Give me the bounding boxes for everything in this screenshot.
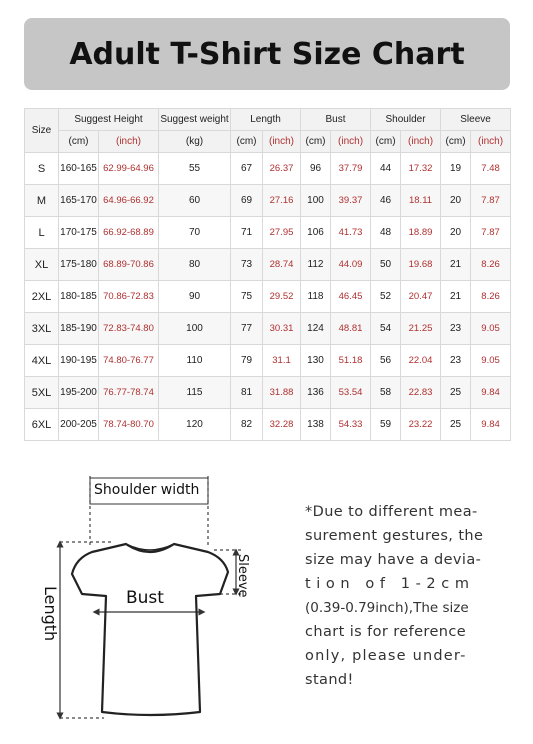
cell-sleeve-cm: 19 bbox=[441, 153, 471, 185]
cell-sleeve-cm: 23 bbox=[441, 345, 471, 377]
cell-sleeve-in: 7.48 bbox=[471, 153, 511, 185]
table-row bbox=[25, 249, 511, 281]
cell-height-cm: 160-165 bbox=[59, 153, 99, 185]
cell-weight: 100 bbox=[159, 313, 231, 345]
cell-height-cm: 170-175 bbox=[59, 217, 99, 249]
cell-size: S bbox=[25, 153, 59, 185]
cell-bust-cm: 124 bbox=[301, 313, 331, 345]
cell-length-in: 29.52 bbox=[263, 281, 301, 313]
cell-sleeve-in: 7.87 bbox=[471, 217, 511, 249]
header-length: Length bbox=[231, 109, 301, 131]
cell-shoulder-cm: 50 bbox=[371, 249, 401, 281]
note-line: tion of 1-2cm bbox=[305, 576, 475, 592]
cell-height-cm: 185-190 bbox=[59, 313, 99, 345]
cell-bust-in: 44.09 bbox=[331, 249, 371, 281]
cell-bust-in: 54.33 bbox=[331, 409, 371, 441]
cell-shoulder-cm: 59 bbox=[371, 409, 401, 441]
cell-length-in: 31.1 bbox=[263, 345, 301, 377]
cell-size: 2XL bbox=[25, 281, 59, 313]
note-line: size may have a devia- bbox=[305, 552, 482, 568]
cell-length-in: 30.31 bbox=[263, 313, 301, 345]
cell-weight: 120 bbox=[159, 409, 231, 441]
unit-cm: (cm) bbox=[441, 131, 471, 153]
cell-height-in: 76.77-78.74 bbox=[99, 377, 159, 409]
table-row bbox=[25, 409, 511, 441]
unit-inch: (inch) bbox=[401, 131, 441, 153]
tshirt-diagram bbox=[24, 462, 294, 732]
header-height: Suggest Height bbox=[59, 109, 159, 131]
cell-sleeve-in: 9.84 bbox=[471, 377, 511, 409]
note-line: only, please under- bbox=[305, 648, 467, 664]
cell-sleeve-in: 9.05 bbox=[471, 345, 511, 377]
cell-size: L bbox=[25, 217, 59, 249]
cell-sleeve-cm: 23 bbox=[441, 313, 471, 345]
cell-length-cm: 75 bbox=[231, 281, 263, 313]
unit-cm: (cm) bbox=[371, 131, 401, 153]
cell-shoulder-cm: 48 bbox=[371, 217, 401, 249]
cell-sleeve-in: 7.87 bbox=[471, 185, 511, 217]
sleeve-label: Sleeve bbox=[235, 554, 250, 598]
cell-length-cm: 71 bbox=[231, 217, 263, 249]
size-table bbox=[24, 108, 511, 441]
cell-length-in: 32.28 bbox=[263, 409, 301, 441]
cell-shoulder-in: 17.32 bbox=[401, 153, 441, 185]
unit-cm: (cm) bbox=[301, 131, 331, 153]
cell-height-in: 62.99-64.96 bbox=[99, 153, 159, 185]
table-row bbox=[25, 185, 511, 217]
cell-weight: 70 bbox=[159, 217, 231, 249]
units-row bbox=[25, 131, 511, 153]
note-line: *Due to different mea- bbox=[305, 504, 478, 520]
header-row bbox=[25, 109, 511, 131]
cell-length-in: 31.88 bbox=[263, 377, 301, 409]
cell-bust-cm: 130 bbox=[301, 345, 331, 377]
cell-sleeve-cm: 20 bbox=[441, 217, 471, 249]
cell-bust-cm: 136 bbox=[301, 377, 331, 409]
cell-height-cm: 200-205 bbox=[59, 409, 99, 441]
cell-bust-in: 48.81 bbox=[331, 313, 371, 345]
unit-kg: (kg) bbox=[159, 131, 231, 153]
cell-sleeve-cm: 25 bbox=[441, 377, 471, 409]
cell-sleeve-in: 8.26 bbox=[471, 281, 511, 313]
cell-shoulder-in: 22.83 bbox=[401, 377, 441, 409]
cell-height-cm: 180-185 bbox=[59, 281, 99, 313]
cell-shoulder-in: 18.11 bbox=[401, 185, 441, 217]
table-row bbox=[25, 153, 511, 185]
cell-bust-in: 37.79 bbox=[331, 153, 371, 185]
cell-shoulder-in: 21.25 bbox=[401, 313, 441, 345]
title-banner bbox=[24, 18, 510, 90]
cell-height-cm: 175-180 bbox=[59, 249, 99, 281]
size-rows bbox=[25, 153, 511, 441]
cell-height-in: 70.86-72.83 bbox=[99, 281, 159, 313]
cell-sleeve-cm: 21 bbox=[441, 249, 471, 281]
cell-shoulder-cm: 44 bbox=[371, 153, 401, 185]
cell-height-in: 64.96-66.92 bbox=[99, 185, 159, 217]
cell-height-cm: 195-200 bbox=[59, 377, 99, 409]
cell-length-cm: 69 bbox=[231, 185, 263, 217]
header-weight: Suggest weight bbox=[159, 109, 231, 131]
cell-bust-cm: 100 bbox=[301, 185, 331, 217]
cell-height-in: 72.83-74.80 bbox=[99, 313, 159, 345]
cell-shoulder-in: 19.68 bbox=[401, 249, 441, 281]
cell-length-cm: 82 bbox=[231, 409, 263, 441]
page-title: Adult T-Shirt Size Chart bbox=[69, 36, 465, 72]
cell-size: 4XL bbox=[25, 345, 59, 377]
header-size: Size bbox=[25, 109, 59, 153]
cell-size: XL bbox=[25, 249, 59, 281]
cell-height-in: 78.74-80.70 bbox=[99, 409, 159, 441]
unit-inch: (inch) bbox=[331, 131, 371, 153]
bust-label: Bust bbox=[126, 588, 164, 608]
cell-sleeve-cm: 25 bbox=[441, 409, 471, 441]
cell-bust-in: 39.37 bbox=[331, 185, 371, 217]
cell-shoulder-in: 23.22 bbox=[401, 409, 441, 441]
cell-weight: 90 bbox=[159, 281, 231, 313]
cell-size: 3XL bbox=[25, 313, 59, 345]
measurement-note bbox=[305, 500, 505, 692]
unit-inch: (inch) bbox=[99, 131, 159, 153]
cell-bust-cm: 118 bbox=[301, 281, 331, 313]
cell-bust-in: 41.73 bbox=[331, 217, 371, 249]
cell-height-cm: 190-195 bbox=[59, 345, 99, 377]
cell-bust-in: 53.54 bbox=[331, 377, 371, 409]
cell-length-in: 27.16 bbox=[263, 185, 301, 217]
cell-sleeve-in: 8.26 bbox=[471, 249, 511, 281]
cell-size: 5XL bbox=[25, 377, 59, 409]
cell-bust-cm: 138 bbox=[301, 409, 331, 441]
cell-sleeve-cm: 20 bbox=[441, 185, 471, 217]
cell-bust-cm: 96 bbox=[301, 153, 331, 185]
unit-cm: (cm) bbox=[231, 131, 263, 153]
cell-height-in: 68.89-70.86 bbox=[99, 249, 159, 281]
cell-length-in: 28.74 bbox=[263, 249, 301, 281]
cell-weight: 115 bbox=[159, 377, 231, 409]
table-row bbox=[25, 377, 511, 409]
cell-length-cm: 73 bbox=[231, 249, 263, 281]
table-row bbox=[25, 313, 511, 345]
cell-shoulder-cm: 58 bbox=[371, 377, 401, 409]
length-label: Length bbox=[41, 586, 60, 642]
cell-bust-cm: 112 bbox=[301, 249, 331, 281]
cell-length-in: 26.37 bbox=[263, 153, 301, 185]
cell-shoulder-cm: 54 bbox=[371, 313, 401, 345]
cell-shoulder-cm: 46 bbox=[371, 185, 401, 217]
unit-inch: (inch) bbox=[263, 131, 301, 153]
header-shoulder: Shoulder bbox=[371, 109, 441, 131]
cell-sleeve-cm: 21 bbox=[441, 281, 471, 313]
cell-shoulder-cm: 56 bbox=[371, 345, 401, 377]
cell-sleeve-in: 9.84 bbox=[471, 409, 511, 441]
cell-weight: 60 bbox=[159, 185, 231, 217]
note-line: surement gestures, the bbox=[305, 528, 484, 544]
cell-weight: 110 bbox=[159, 345, 231, 377]
shoulder-width-label: Shoulder width bbox=[94, 482, 200, 498]
cell-shoulder-in: 22.04 bbox=[401, 345, 441, 377]
cell-length-in: 27.95 bbox=[263, 217, 301, 249]
cell-sleeve-in: 9.05 bbox=[471, 313, 511, 345]
unit-cm: (cm) bbox=[59, 131, 99, 153]
cell-height-in: 66.92-68.89 bbox=[99, 217, 159, 249]
cell-length-cm: 81 bbox=[231, 377, 263, 409]
cell-bust-in: 51.18 bbox=[331, 345, 371, 377]
cell-length-cm: 79 bbox=[231, 345, 263, 377]
cell-bust-in: 46.45 bbox=[331, 281, 371, 313]
cell-height-cm: 165-170 bbox=[59, 185, 99, 217]
cell-bust-cm: 106 bbox=[301, 217, 331, 249]
cell-length-cm: 67 bbox=[231, 153, 263, 185]
note-line: chart is for reference bbox=[305, 624, 467, 640]
header-bust: Bust bbox=[301, 109, 371, 131]
cell-weight: 55 bbox=[159, 153, 231, 185]
table-row bbox=[25, 281, 511, 313]
unit-inch: (inch) bbox=[471, 131, 511, 153]
note-line: (0.39-0.79inch),The size bbox=[305, 600, 469, 616]
cell-shoulder-cm: 52 bbox=[371, 281, 401, 313]
cell-shoulder-in: 20.47 bbox=[401, 281, 441, 313]
cell-size: 6XL bbox=[25, 409, 59, 441]
table-row bbox=[25, 217, 511, 249]
cell-size: M bbox=[25, 185, 59, 217]
cell-height-in: 74.80-76.77 bbox=[99, 345, 159, 377]
cell-shoulder-in: 18.89 bbox=[401, 217, 441, 249]
header-sleeve: Sleeve bbox=[441, 109, 511, 131]
cell-length-cm: 77 bbox=[231, 313, 263, 345]
note-line: stand! bbox=[305, 672, 354, 688]
table-row bbox=[25, 345, 511, 377]
cell-weight: 80 bbox=[159, 249, 231, 281]
